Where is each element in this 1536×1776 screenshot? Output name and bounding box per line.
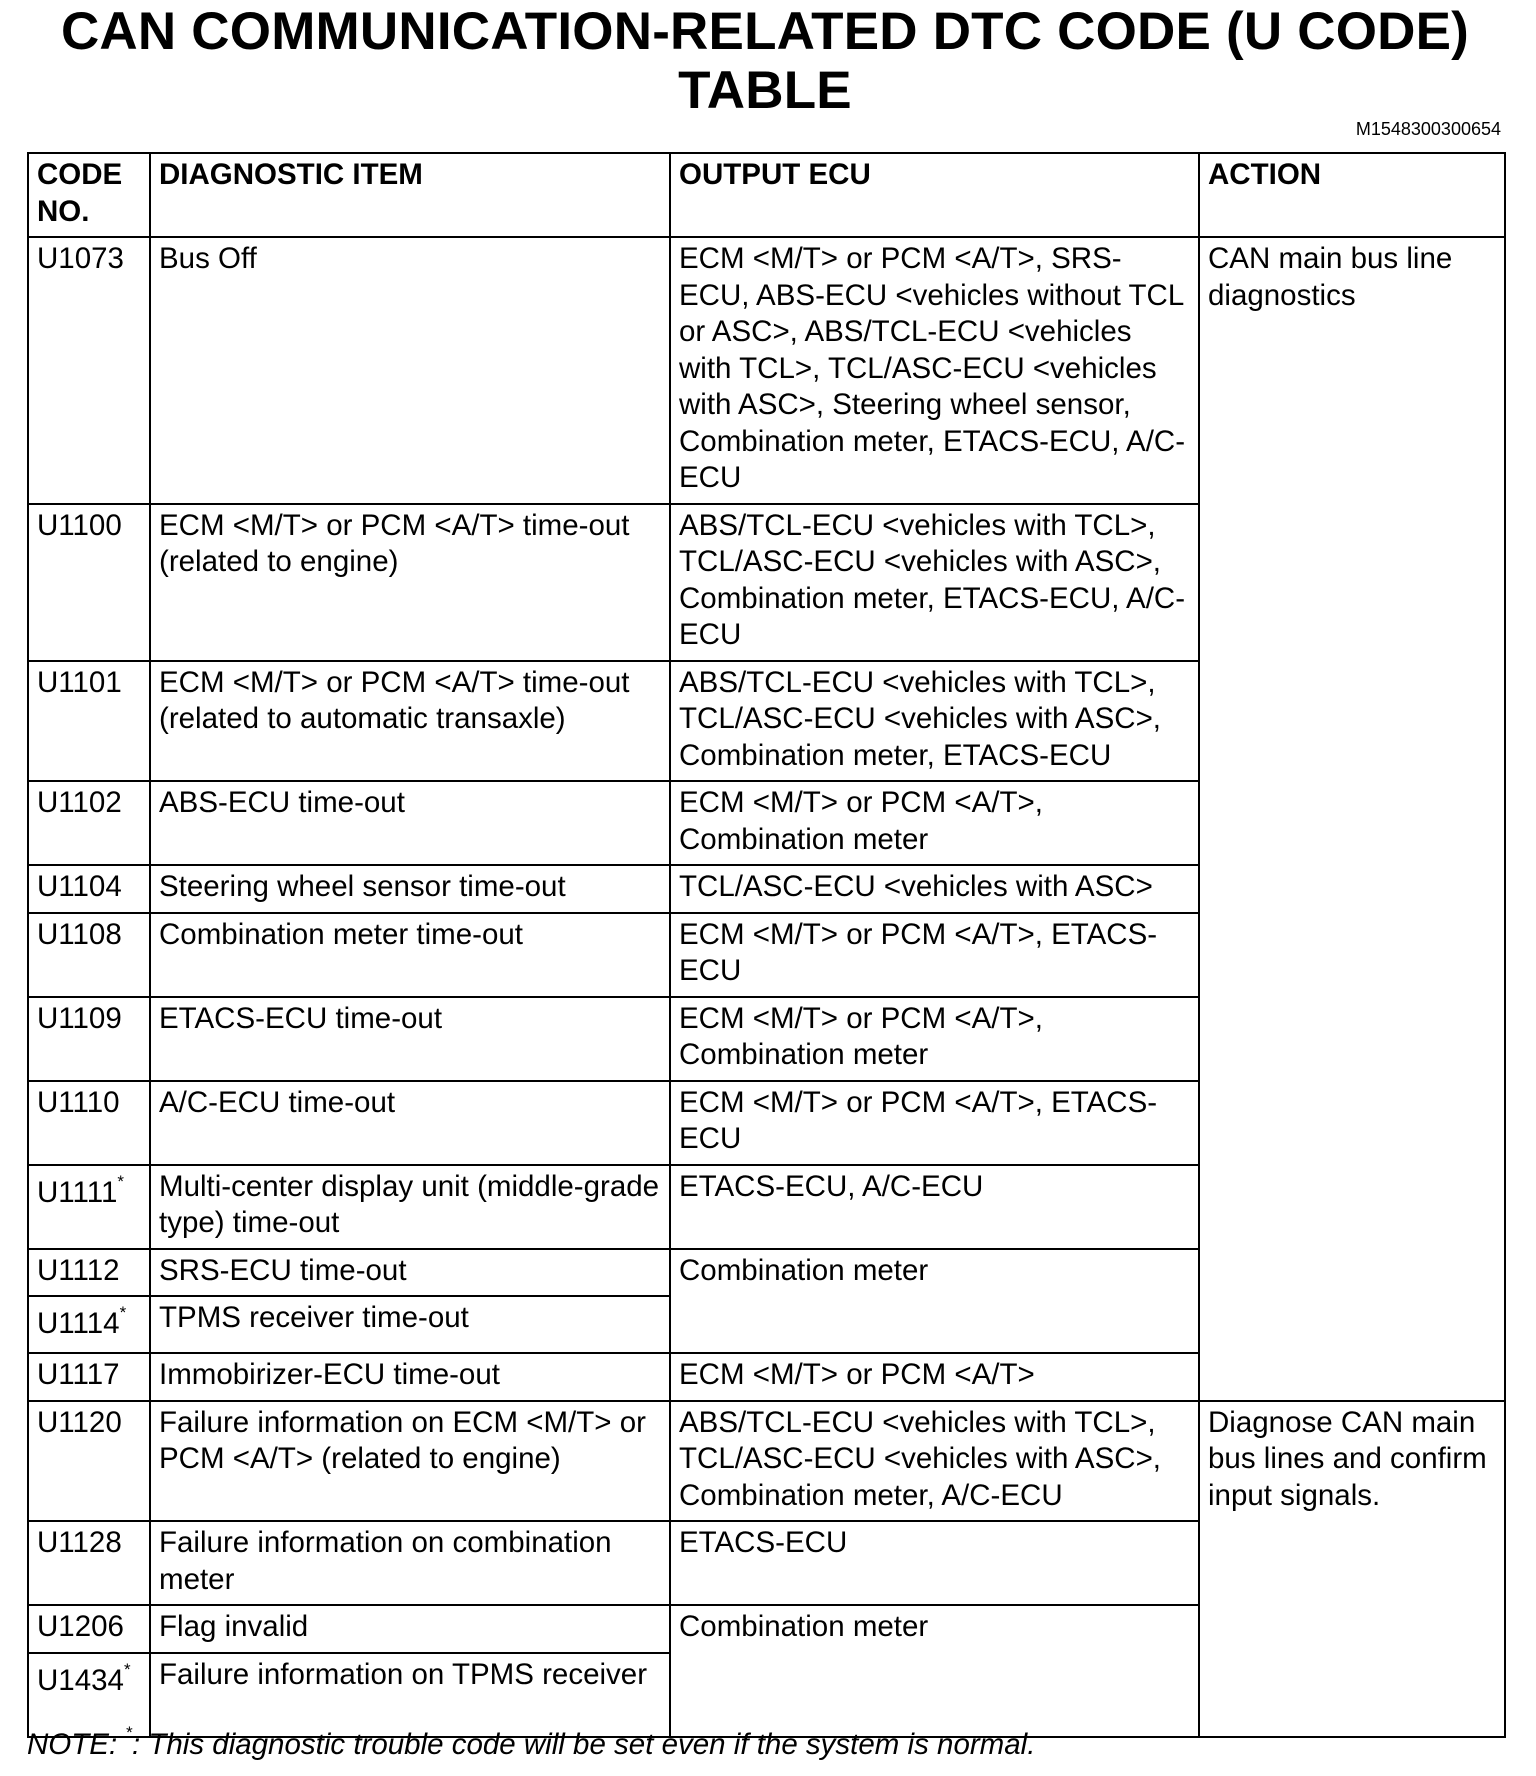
code-text: U1111 [37, 1175, 118, 1209]
item-cell: Failure information on TPMS receiver [150, 1653, 670, 1737]
code-cell: U1128 [28, 1521, 150, 1605]
code-cell: U1108 [28, 913, 150, 997]
ecu-cell: ECM <M/T> or PCM <A/T>, SRS-ECU, ABS-ECU <vehicles without TCL or ASC>, ABS/TCL-ECU <vehicles with TCL>, TCL/ASC-ECU <vehicles with ASC>, Steering wheel sensor, Combination meter, ETACS-ECU, A/C-ECU [670, 237, 1199, 504]
item-cell: SRS-ECU time-out [150, 1249, 670, 1297]
code-cell: U1100 [28, 504, 150, 661]
item-cell: Failure information on ECM <M/T> or PCM <A/T> (related to engine) [150, 1401, 670, 1522]
ecu-cell: ETACS-ECU [670, 1521, 1199, 1605]
table-row [28, 237, 1505, 504]
item-cell: Immobirizer-ECU time-out [150, 1353, 670, 1401]
code-cell: U1117 [28, 1353, 150, 1401]
table-header-row [28, 153, 1505, 237]
item-cell: ECM <M/T> or PCM <A/T> time-out (related to engine) [150, 504, 670, 661]
action-cell: CAN main bus line diagnostics [1199, 237, 1505, 1401]
ecu-cell: ECM <M/T> or PCM <A/T>, ETACS-ECU [670, 1081, 1199, 1165]
ecu-cell: ECM <M/T> or PCM <A/T>, Combination meter [670, 997, 1199, 1081]
item-cell: ETACS-ECU time-out [150, 997, 670, 1081]
code-text: U1434 [37, 1663, 124, 1697]
code-cell: U1102 [28, 781, 150, 865]
ecu-cell: Combination meter [670, 1249, 1199, 1354]
table-row [28, 1401, 1505, 1522]
code-text: U1114 [37, 1307, 120, 1340]
item-cell: Flag invalid [150, 1605, 670, 1653]
item-cell: ECM <M/T> or PCM <A/T> time-out (related to automatic transaxle) [150, 661, 670, 782]
note-star: * [125, 1723, 132, 1742]
code-cell: U1109 [28, 997, 150, 1081]
action-cell: Diagnose CAN main bus lines and confirm input signals. [1199, 1401, 1505, 1737]
note-text: : This diagnostic trouble code will be set even if the system is normal. [131, 1728, 1036, 1761]
ecu-cell: ABS/TCL-ECU <vehicles with TCL>, TCL/ASC-ECU <vehicles with ASC>, Combination meter, A/C-ECU [670, 1401, 1199, 1522]
ecu-cell: ETACS-ECU, A/C-ECU [670, 1165, 1199, 1249]
item-cell: Steering wheel sensor time-out [150, 865, 670, 913]
code-cell: U1104 [28, 865, 150, 913]
code-cell [28, 1165, 150, 1249]
footnote-star: * [123, 1659, 131, 1679]
title-line-2: TABLE [678, 61, 852, 120]
ecu-cell: ECM <M/T> or PCM <A/T>, Combination meter [670, 781, 1199, 865]
code-cell: U1206 [28, 1605, 150, 1653]
ecu-cell: ECM <M/T> or PCM <A/T> [670, 1353, 1199, 1401]
ecu-cell: ECM <M/T> or PCM <A/T>, ETACS-ECU [670, 913, 1199, 997]
header-item: DIAGNOSTIC ITEM [150, 153, 670, 237]
item-cell: Failure information on combination meter [150, 1521, 670, 1605]
item-cell: Multi-center display unit (middle-grade type) time-out [150, 1165, 670, 1249]
title-line-1: CAN COMMUNICATION-RELATED DTC CODE (U CODE) [60, 2, 1470, 61]
footnote-star: * [117, 1171, 124, 1191]
ecu-cell: ABS/TCL-ECU <vehicles with TCL>, TCL/ASC-ECU <vehicles with ASC>, Combination meter, ETACS-ECU [670, 661, 1199, 782]
ecu-cell: Combination meter [670, 1605, 1199, 1737]
ecu-cell: ABS/TCL-ECU <vehicles with TCL>, TCL/ASC-ECU <vehicles with ASC>, Combination meter, ETACS-ECU, A/C-ECU [670, 504, 1199, 661]
item-cell: Combination meter time-out [150, 913, 670, 997]
footnote [27, 1723, 1036, 1763]
item-cell: ABS-ECU time-out [150, 781, 670, 865]
code-cell: U1110 [28, 1081, 150, 1165]
item-cell: TPMS receiver time-out [150, 1296, 670, 1353]
code-cell [28, 1296, 150, 1353]
note-prefix: NOTE: [27, 1728, 126, 1761]
code-cell: U1112 [28, 1249, 150, 1297]
ecu-cell: TCL/ASC-ECU <vehicles with ASC> [670, 865, 1199, 913]
footnote-star: * [119, 1303, 127, 1322]
document-id: M1548300300654 [1355, 119, 1501, 139]
page-title [40, 2, 1490, 120]
header-code: CODE NO. [28, 153, 150, 237]
code-cell: U1120 [28, 1401, 150, 1522]
code-cell: U1101 [28, 661, 150, 782]
dtc-table [27, 152, 1506, 1738]
item-cell: A/C-ECU time-out [150, 1081, 670, 1165]
header-action: ACTION [1199, 153, 1505, 237]
item-cell: Bus Off [150, 237, 670, 504]
header-ecu: OUTPUT ECU [670, 153, 1199, 237]
code-cell: U1073 [28, 237, 150, 504]
